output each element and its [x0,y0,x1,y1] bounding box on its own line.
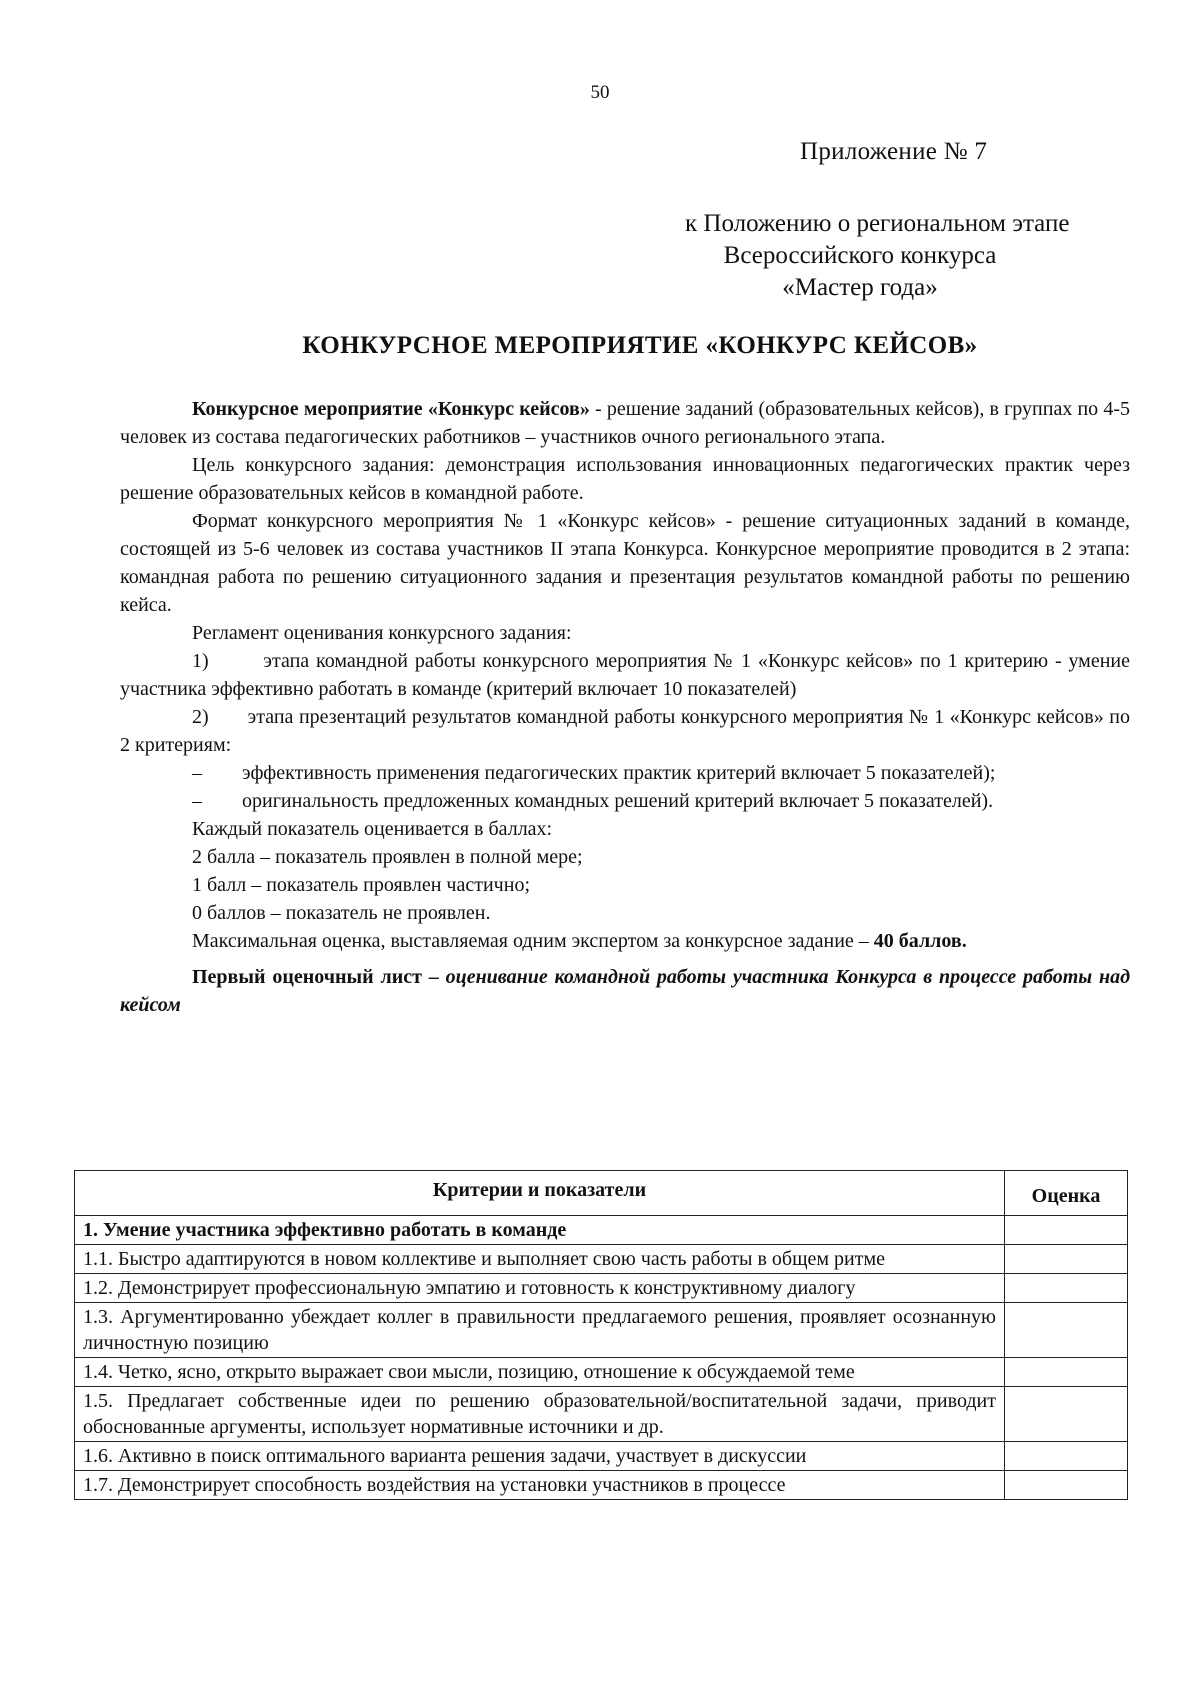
evaluation-sheet-subtitle: оценивание командной работы участника Конкурса в процессе работы над кейсом [120,966,1131,1016]
table-row [75,1471,1128,1500]
table-row [75,1303,1128,1358]
indicator-cell: 1.2. Демонстрирует профессиональную эмпатию и готовность к конструктивному диалогу [75,1274,1005,1303]
intro-bold: Конкурсное мероприятие «Конкурс кейсов» [192,398,590,420]
indicator-cell: 1.7. Демонстрирует способность воздействия на установки участников в процессе [75,1471,1005,1500]
paragraph-goal: Цель конкурсного задания: демонстрация использования инновационных педагогических практик через решение образовательных кейсов в командной работе. [120,454,1130,504]
document-body [120,395,1135,1019]
table-row [75,1358,1128,1387]
document-title: КОНКУРСНОЕ МЕРОПРИЯТИЕ «КОНКУРС КЕЙСОВ» [302,332,978,359]
indicator-cell: 1.4. Четко, ясно, открыто выражает свои мысли, позицию, отношение к обсуждаемой теме [75,1358,1005,1387]
paragraph-stage-2: 2) этапа презентаций результатов командной работы конкурсного мероприятия № 1 «Конкурс кейсов» по 2 критериям: [120,706,1135,756]
appendix-reference-line-3: «Мастер года» [782,274,938,301]
section-title: 1. Умение участника эффективно работать в команде [75,1216,1005,1245]
score-cell[interactable] [1005,1274,1128,1303]
appendix-reference-line-2: Всероссийского конкурса [723,242,997,269]
paragraph-regulation: Регламент оценивания конкурсного задания: [192,622,572,644]
intro-text: - решение заданий (образовательных кейсов), в группах по 4-5 человек из состава педагогических работников – участников очного регионального этапа. [120,398,1130,448]
score-cell[interactable] [1005,1358,1128,1387]
table-row [75,1442,1128,1471]
max-score-value: 40 баллов. [873,930,967,952]
paragraph-format: Формат конкурсного мероприятия № 1 «Конкурс кейсов» - решение ситуационных заданий в команде, состоящей из 5-6 человек из состава участников II этапа Конкурса. Конкурсное мероприятие проводится в 2 этапа: командная работа по решению ситуационного задания и презентация результатов командной работы по решению кейса. [120,510,1130,616]
paragraph-max-score [120,927,1130,955]
paragraph-score-0: 0 баллов – показатель не проявлен. [192,902,491,924]
evaluation-table [74,1170,1128,1500]
score-cell[interactable] [1005,1387,1128,1442]
score-cell[interactable] [1005,1442,1128,1471]
evaluation-sheet-title: Первый оценочный лист – [192,966,446,988]
paragraph-intro [120,395,1130,451]
header-score: Оценка [1005,1171,1128,1216]
table-section-row [75,1216,1128,1245]
appendix-title: Приложение № 7 [800,138,988,165]
paragraph-score-1: 1 балл – показатель проявлен частично; [192,874,530,896]
score-cell[interactable] [1005,1303,1128,1358]
indicator-cell: 1.6. Активно в поиск оптимального варианта решения задачи, участвует в дискуссии [75,1442,1005,1471]
max-score-text: Максимальная оценка, выставляемая одним экспертом за конкурсное задание – [192,930,874,952]
header-criteria: Критерии и показатели [75,1171,1005,1216]
paragraph-scoring-intro: Каждый показатель оценивается в баллах: [192,818,553,840]
paragraph-evaluation-sheet [120,963,1130,1019]
indicator-cell: 1.5. Предлагает собственные идеи по решению образовательной/воспитательной задачи, приводит обоснованные аргументы, использует нормативные источники и др. [75,1387,1005,1442]
table-header-row [75,1171,1128,1216]
indicator-cell: 1.1. Быстро адаптируются в новом коллективе и выполняет свою часть работы в общем ритме [75,1245,1005,1274]
paragraph-criterion-effectiveness: – эффективность применения педагогических практик критерий включает 5 показателей); [192,762,996,784]
paragraph-score-2: 2 балла – показатель проявлен в полной мере; [192,846,583,868]
page-number: 50 [590,82,610,103]
indicator-cell: 1.3. Аргументированно убеждает коллег в правильности предлагаемого решения, проявляет осознанную личностную позицию [75,1303,1005,1358]
paragraph-criterion-originality: – оригинальность предложенных командных решений критерий включает 5 показателей). [192,790,994,812]
score-cell[interactable] [1005,1216,1128,1245]
score-cell[interactable] [1005,1471,1128,1500]
table-row [75,1387,1128,1442]
score-cell[interactable] [1005,1245,1128,1274]
table-row [75,1274,1128,1303]
appendix-reference [580,208,1140,304]
appendix-reference-line-1: к Положению о региональном этапе [685,210,1070,237]
table-row [75,1245,1128,1274]
paragraph-stage-1: 1) этапа командной работы конкурсного мероприятия № 1 «Конкурс кейсов» по 1 критерию - умение участника эффективно работать в команде (критерий включает 10 показателей) [120,650,1135,700]
